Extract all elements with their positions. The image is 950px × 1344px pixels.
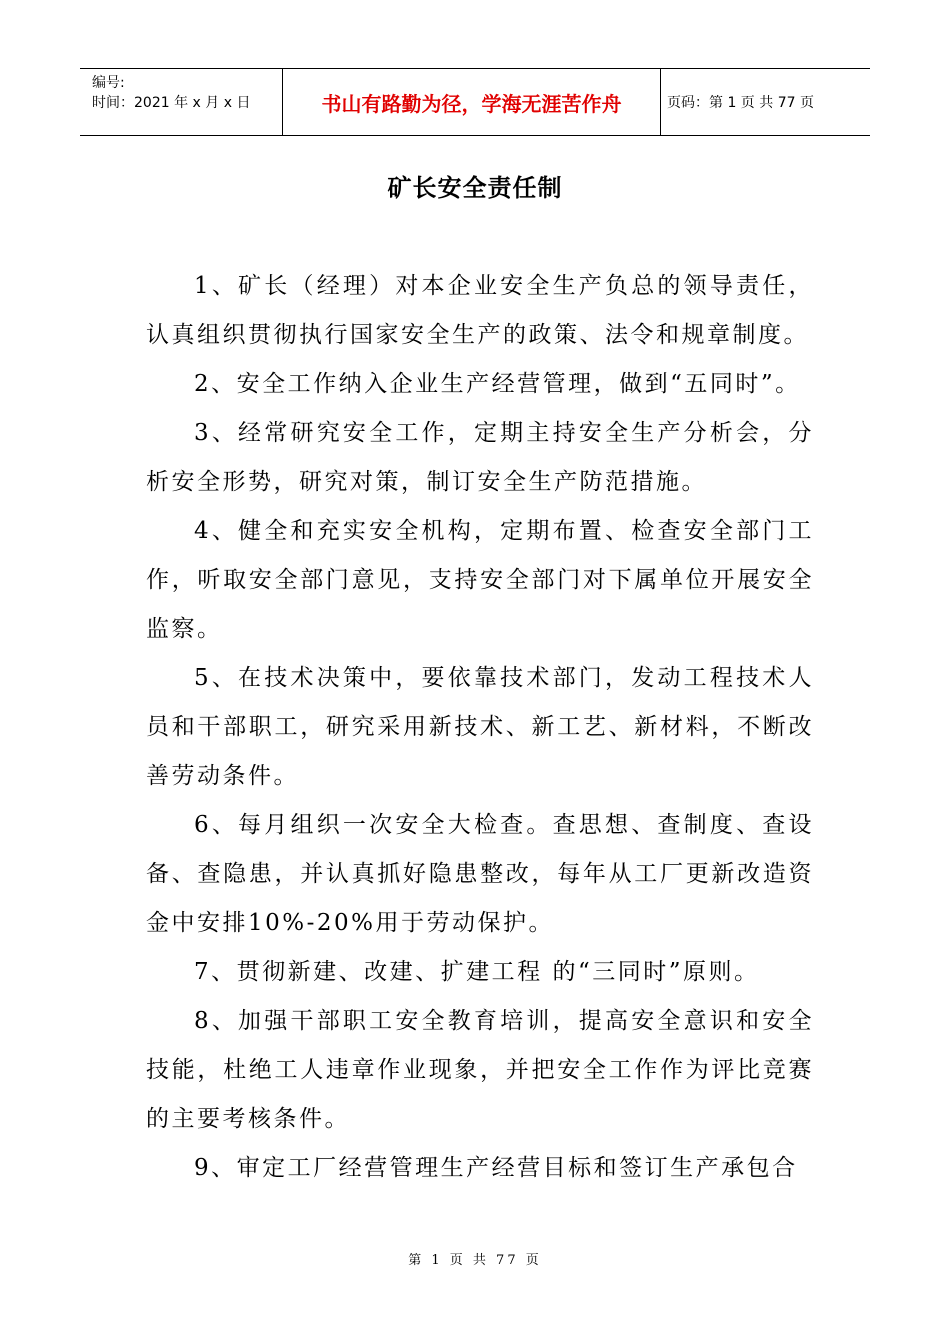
- paragraph-8: 8、加强干部职工安全教育培训，提高安全意识和安全技能，杜绝工人违章作业现象，并把安全工作作为评比竞赛的主要考核条件。: [146, 1008, 814, 1132]
- header-table: [80, 68, 870, 136]
- header-left-cell: [80, 69, 283, 135]
- paragraph-7: 7、贯彻新建、改建、扩建工程 的“三同时”原则。: [194, 959, 760, 985]
- page-info: 页码：第 1 页 共 77 页: [667, 95, 814, 111]
- paragraph-5: 5、在技术决策中，要依靠技术部门，发动工程技术人员和干部职工，研究采用新技术、新工艺、新材料，不断改善劳动条件。: [146, 665, 814, 789]
- paragraph-9: 9、审定工厂经营管理生产经营目标和签订生产承包合: [194, 1155, 798, 1181]
- paragraph-4: 4、健全和充实安全机构，定期布置、检查安全部门工作，听取安全部门意见，支持安全部门对下属单位开展安全监察。: [146, 518, 814, 642]
- paragraph-6: 6、每月组织一次安全大检查。查思想、查制度、查设备、查隐患，并认真抓好隐患整改，每年从工厂更新改造资金中安排10%-20%用于劳动保护。: [146, 812, 814, 936]
- document-body: [146, 262, 814, 1193]
- header-motto-cell: [283, 69, 661, 135]
- page-footer: 第 1 页 共 77 页: [408, 1253, 542, 1268]
- number-label: 编号:: [92, 75, 125, 91]
- header-page-cell: [661, 69, 870, 135]
- paragraph-1: 1、矿长（经理）对本企业安全生产负总的领导责任，认真组织贯彻执行国家安全生产的政策、法令和规章制度。: [146, 273, 814, 348]
- motto-text: 书山有路勤为径，学海无涯苦作舟: [321, 91, 622, 116]
- paragraph-3: 3、经常研究安全工作，定期主持安全生产分析会，分析安全形势，研究对策，制订安全生产防范措施。: [146, 420, 814, 495]
- time-label: 时间：2021 年 x 月 x 日: [92, 95, 251, 111]
- document-title: 矿长安全责任制: [387, 174, 563, 202]
- paragraph-2: 2、安全工作纳入企业生产经营管理，做到“五同时”。: [194, 371, 801, 397]
